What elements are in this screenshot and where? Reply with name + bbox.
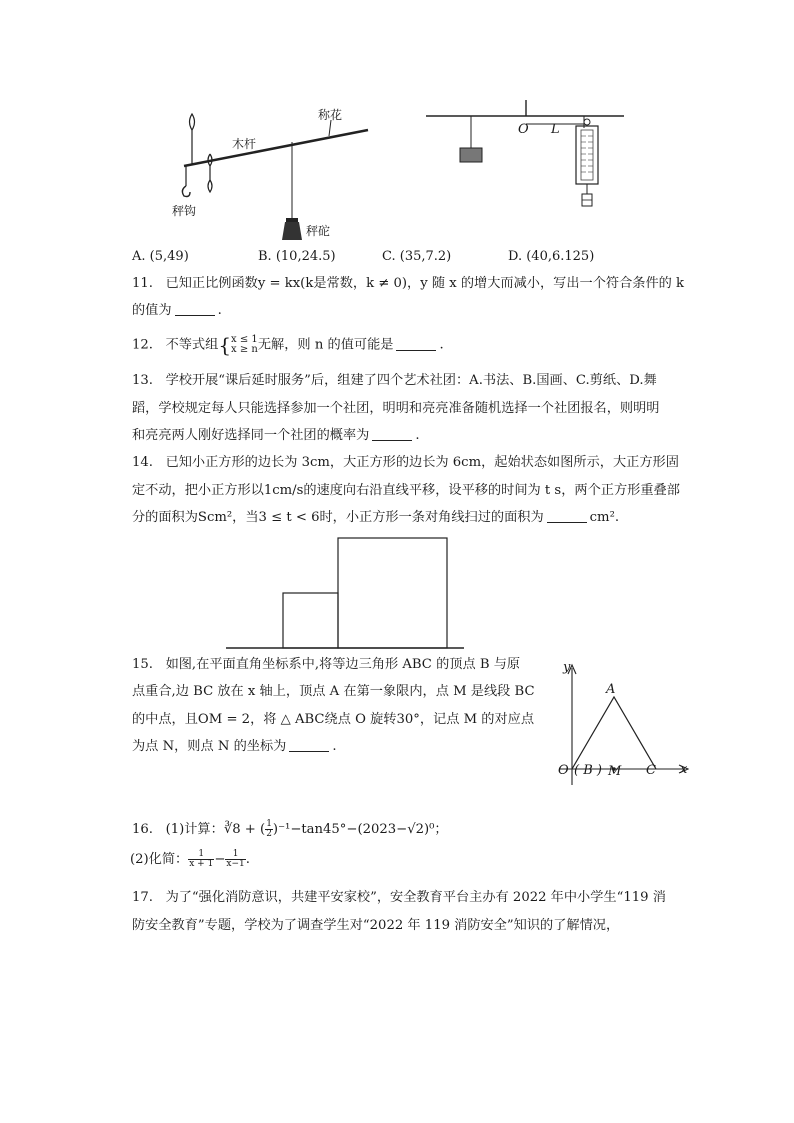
q15-line4 [132, 738, 337, 756]
q12-answer-blank[interactable] [396, 337, 436, 351]
q10-option-d[interactable]: D. (40,6.125) [508, 249, 595, 264]
q14-text3: 分的面积为Scm²，当3 ≤ t < 6时，小正方形一条对角线扫过的面积为 [132, 510, 544, 525]
q14-end: cm². [589, 510, 620, 525]
steelyard-figure [160, 100, 400, 250]
label-L-balance: L [551, 122, 560, 137]
q15-end: . [332, 739, 337, 754]
q17-line2: 防安全教育”专题，学校为了调查学生对“2022 年 119 消防安全”知识的了解情况， [132, 918, 620, 933]
q16-expr-b: )⁻¹−tan45°−(2023−√2)⁰； [272, 822, 448, 837]
q17-line1 [132, 889, 666, 907]
q13-text1: 学校开展“课后延时服务”后，组建了四个艺术社团：A.书法、B.国画、C.剪纸、D.舞 [165, 373, 657, 388]
axis-y-label: y [563, 660, 571, 675]
axis-x-label: x [680, 762, 688, 777]
q13-text3: 和亮亮两人刚好选择同一个社团的概率为 [132, 428, 370, 443]
q10-option-a[interactable]: A. (5,49) [132, 249, 189, 264]
point-C-label: C [646, 763, 656, 778]
q16-part1-label: (1)计算： [165, 822, 224, 837]
q15-line3: 的中点，且OM = 2，将 △ ABC绕点 O 旋转30°，记点 M 的对应点 [132, 712, 535, 727]
point-A-label: A [606, 682, 616, 697]
q13-answer-blank[interactable] [372, 427, 412, 441]
q16-fraction-2: $\frac{1}{x-1}$ [226, 849, 245, 869]
q11-line2 [132, 302, 222, 320]
label-muhan: 木杆 [232, 137, 257, 151]
q17-text1: 为了“强化消防意识，共建平安家校”，安全教育平台主办有 2022 年中小学生“119 消 [165, 890, 666, 905]
point-O-label: O [558, 763, 569, 778]
balance-figure [424, 98, 634, 218]
q12-pre: 不等式组 [165, 337, 219, 353]
q10-option-c[interactable]: C. (35,7.2) [382, 249, 452, 264]
q15-text4: 为点 N，则点 N 的坐标为 [132, 739, 287, 754]
q12-system: x ≤ 1 x ≥ n [231, 334, 258, 355]
q15-text1: 如图,在平面直角坐标系中,将等边三角形 ABC 的顶点 B 与原 [165, 657, 521, 672]
q11-line1 [132, 275, 684, 293]
q12-number: 12. [132, 337, 153, 353]
q16-part1 [132, 820, 448, 839]
q16-number: 16. [132, 822, 153, 837]
q16-end: . [245, 852, 250, 867]
q13-line1 [132, 372, 657, 390]
label-O-balance: O [518, 122, 529, 137]
q12-line: 12. 不等式组{ x ≤ 1 x ≥ n 无解，则 n 的值可能是 . [132, 333, 444, 357]
q16-expr-a: ∛8 + ( [223, 822, 266, 837]
q13-number: 13. [132, 373, 153, 388]
q14-text1: 已知小正方形的边长为 3cm，大正方形的边长为 6cm，起始状态如图所示，大正方形固 [165, 455, 679, 470]
q11-text1: 已知正比例函数y = kx(k是常数，k ≠ 0)，y 随 x 的增大而减小，写出一个符合条件的 k [165, 276, 685, 291]
q11-end: . [217, 303, 222, 318]
q16-half-fraction: $\frac{1}{2}$ [266, 819, 272, 839]
q15-number: 15. [132, 657, 153, 672]
q15-line1 [132, 656, 520, 674]
q15-line2: 点重合,边 BC 放在 x 轴上，顶点 A 在第一象限内，点 M 是线段 BC [132, 684, 535, 699]
q13-line3 [132, 427, 420, 445]
q11-text2: 的值为 [132, 303, 172, 318]
q16-part2-label: (2)化简： [130, 852, 189, 867]
q14-line2: 定不动，把小正方形以1cm/s的速度向右沿直线平移，设平移的时间为 t s，两个正方形重叠部 [132, 483, 680, 498]
q16-part2 [130, 850, 250, 869]
q14-answer-blank[interactable] [547, 509, 587, 523]
q13-end: . [415, 428, 420, 443]
q17-number: 17. [132, 890, 153, 905]
q14-line3 [132, 509, 619, 527]
q12-post: 无解，则 n 的值可能是 [257, 337, 394, 353]
label-chenggou: 秤钩 [172, 204, 197, 218]
q16-fraction-1: $\frac{1}{x + 1}$ [189, 849, 214, 869]
q15-answer-blank[interactable] [289, 738, 329, 752]
label-chenghua: 称花 [318, 108, 343, 122]
q13-line2: 蹈，学校规定每人只能选择参加一个社团，明明和亮亮准备随机选择一个社团报名，则明明 [132, 401, 660, 416]
point-M-label: M [608, 764, 622, 779]
q12-end: . [439, 337, 444, 353]
q14-number: 14. [132, 455, 153, 470]
squares-figure [224, 536, 474, 656]
q11-answer-blank[interactable] [175, 302, 215, 316]
q10-option-b[interactable]: B. (10,24.5) [258, 249, 336, 264]
label-chengtuo: 秤砣 [306, 224, 331, 238]
q14-line1 [132, 454, 679, 472]
q16-minus: − [214, 852, 226, 867]
q11-number: 11. [132, 276, 153, 291]
point-B-label: ( B ) [574, 763, 602, 778]
